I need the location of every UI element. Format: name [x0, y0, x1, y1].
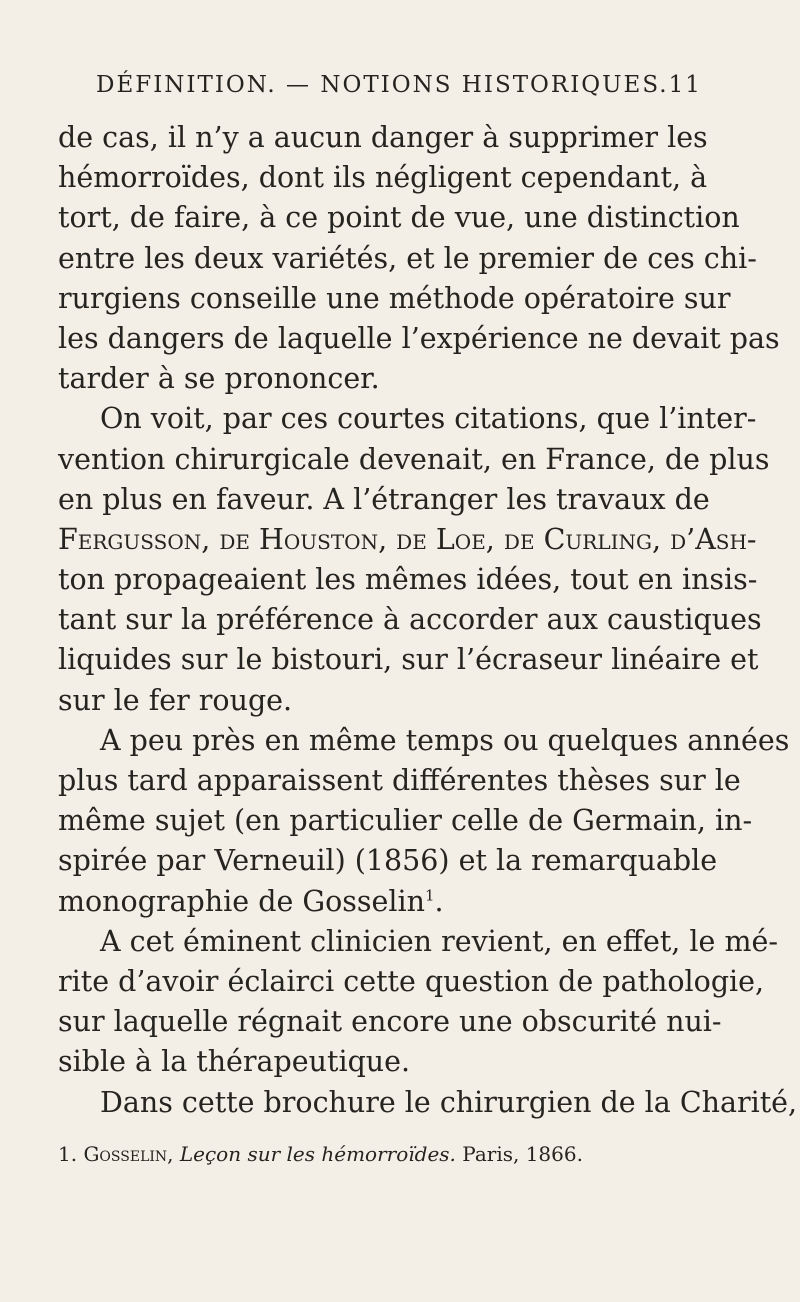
text-line-22: rite d’avoir éclairci cette question de pathologie,	[58, 964, 765, 998]
footnote-title: Leçon sur les hémorroïdes.	[179, 1142, 456, 1166]
text-line-15: sur le fer rouge.	[58, 683, 293, 717]
text-line-5: rurgiens conseille une méthode opératoire sur	[58, 281, 731, 315]
text-line-2: hémorroïdes, dont ils négligent cependant, à	[58, 161, 708, 195]
text-line-16: A peu près en même temps ou quelques années	[100, 723, 790, 757]
text-line-6: les dangers de laquelle l’expérience ne devait pas	[58, 321, 780, 355]
text-line-19: spirée par Verneuil) (1856) et la remarquable	[58, 844, 718, 878]
page-number: 11	[668, 72, 702, 98]
text-line-3: tort, de faire, à ce point de vue, une distinction	[58, 201, 740, 235]
footnote-author: Gosselin,	[83, 1142, 174, 1166]
footnote-reference[interactable]: 1	[425, 886, 435, 905]
text-line-25: Dans cette brochure le chirurgien de la Charité,	[100, 1085, 798, 1119]
text-line-8: On voit, par ces courtes citations, que l’inter-	[100, 402, 757, 436]
footnote-place-date: Paris, 1866.	[462, 1142, 583, 1166]
body-text	[58, 118, 798, 1123]
text-line-21: A cet éminent clinicien revient, en effet, le mé-	[100, 924, 778, 958]
footnote-number: 1.	[58, 1142, 78, 1166]
text-line-12: ton propageaient les mêmes idées, tout en insis-	[58, 563, 758, 597]
footnote	[58, 1142, 698, 1166]
text-line-13: tant sur la préférence à accorder aux caustiques	[58, 603, 762, 637]
text-line-11: Fergusson, de Houston, de Loe, de Curling, d’Ash-	[58, 522, 757, 556]
text-line-9: vention chirurgicale devenait, en France, de plus	[58, 442, 770, 476]
text-line-18: même sujet (en particulier celle de Germain, in-	[58, 804, 753, 838]
text-line-7: tarder à se prononcer.	[58, 362, 380, 396]
text-line-4: entre les deux variétés, et le premier de ces chi-	[58, 241, 757, 275]
running-head	[96, 72, 702, 98]
text-line-20-content: monographie de Gosselin	[58, 884, 425, 918]
running-head-title: DÉFINITION. — NOTIONS HISTORIQUES.	[96, 72, 669, 98]
text-line-14: liquides sur le bistouri, sur l’écraseur linéaire et	[58, 643, 759, 677]
text-line-10: en plus en faveur. A l’étranger les travaux de	[58, 482, 710, 516]
text-line-17: plus tard apparaissent différentes thèses sur le	[58, 764, 741, 797]
text-line-23: sur laquelle régnait encore une obscurité nui-	[58, 1005, 722, 1039]
text-line-20: monographie de Gosselin$^1$.	[58, 884, 444, 918]
text-line-24: sible à la thérapeutique.	[58, 1045, 411, 1079]
text-line-1: de cas, il n’y a aucun danger à supprimer les	[58, 121, 708, 154]
